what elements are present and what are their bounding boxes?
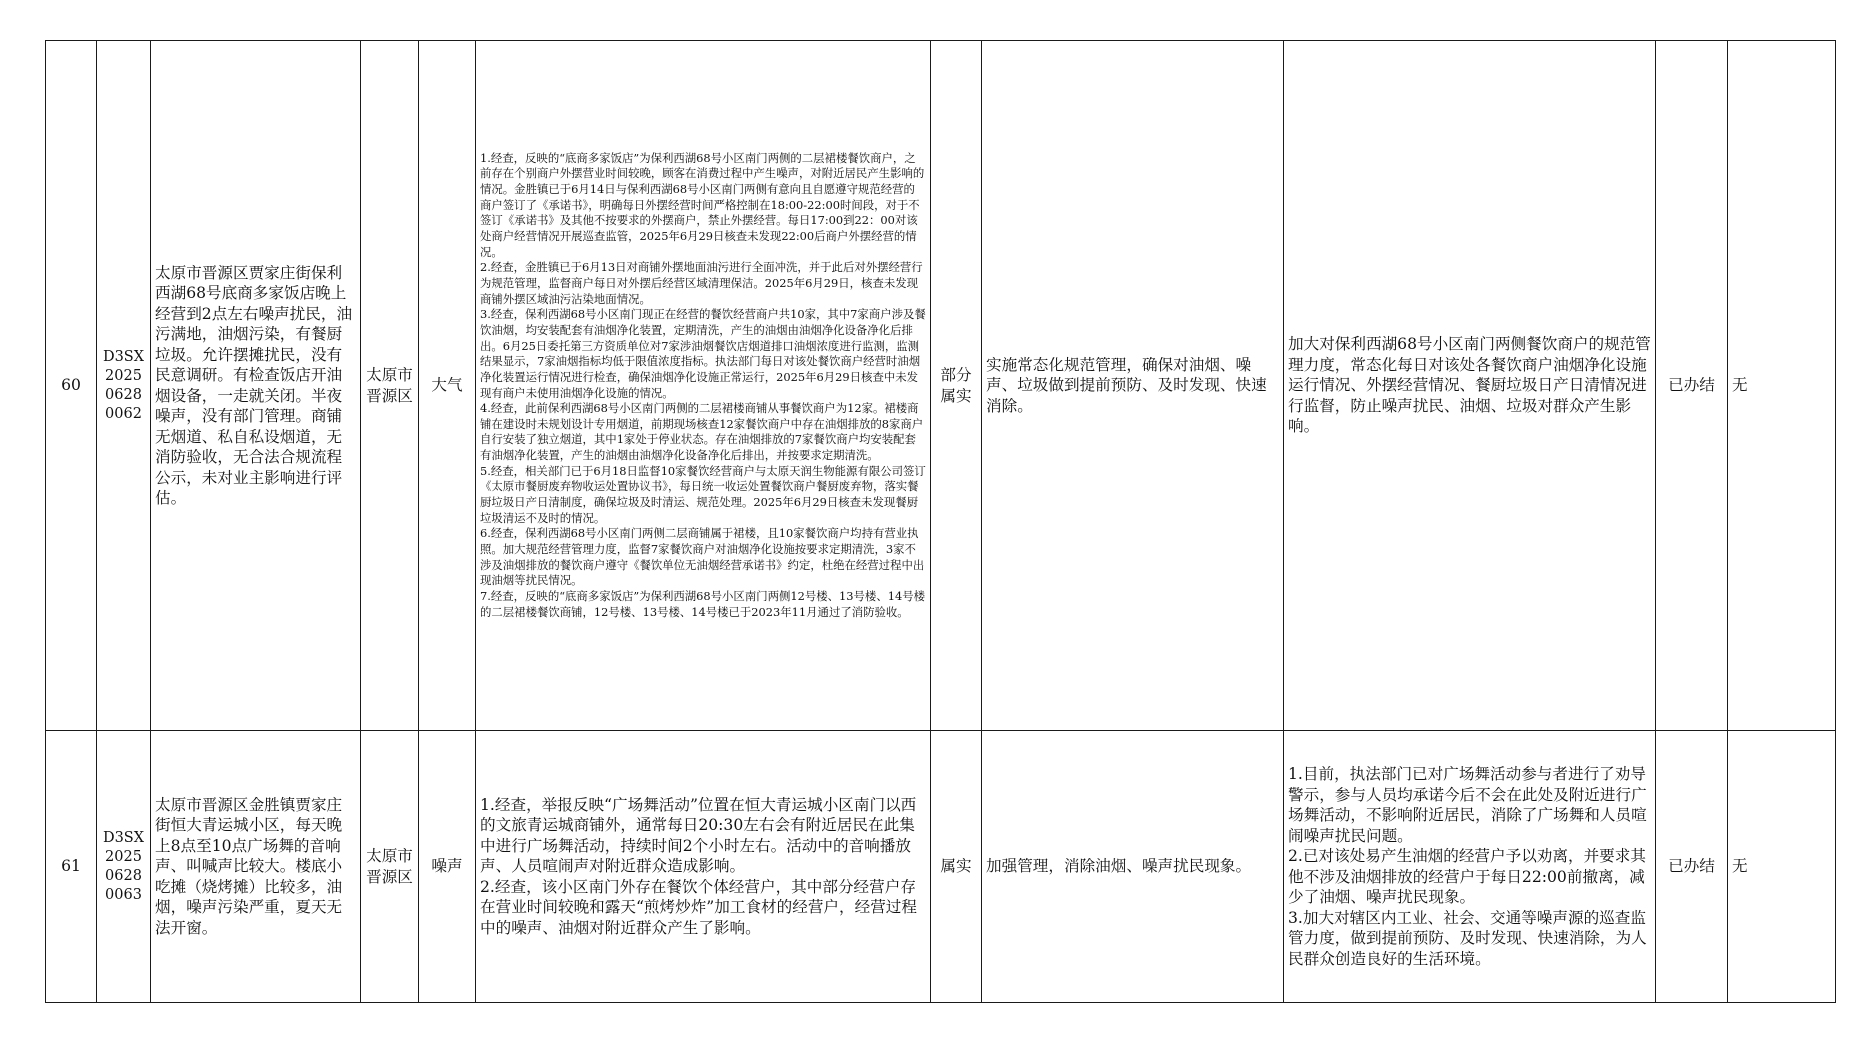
finding-item: 1.经查，反映的“底商多家饭店”为保利西湖68号小区南门两侧的二层裙楼餐饮商户，之前存在个别商户外摆营业时间较晚，顾客在消费过程中产生噪声，对附近居民产生影响的情况。金胜镇已于6月14日与保利西湖68号小区南门两侧有意向且自愿遵守规范经营的商户签订了《承诺书》，明确每日外摆经营时间严格控制在18:00-22:00时间段，对于不签订《承诺书》及其他不按要求的外摆商户，禁止外摆经营。每日17:00到22：00对该处商户经营情况开展巡查监管，2025年6月29日核查未发现22:00后商户外摆经营的情况。	[480, 150, 925, 259]
district: 太原市晋源区	[361, 731, 419, 1003]
verdict: 部分属实	[931, 41, 982, 731]
district: 太原市晋源区	[361, 41, 419, 731]
complaint-content: 太原市晋源区贾家庄街保利西湖68号底商多家饭店晚上经营到2点左右噪声扰民，油污满地，油烟污染，有餐厨垃圾。允许摆摊扰民，没有民意调研。有检查饭店开油烟设备，一走就关闭。半夜噪声，没有部门管理。商铺无烟道、私自私设烟道，无消防验收，无合法合规流程公示，未对业主影响进行评估。	[151, 41, 361, 731]
pollution-type: 大气	[419, 41, 476, 731]
finding-item: 5.经查，相关部门已于6月18日监督10家餐饮经营商户与太原天润生物能源有限公司签订《太原市餐厨废弃物收运处置协议书》，每日统一收运处置餐饮商户餐厨废弃物，落实餐厨垃圾日产日清制度，确保垃圾及时清运、规范处理。2025年6月29日核查未发现餐厨垃圾清运不及时的情况。	[480, 463, 926, 525]
accountability: 无	[1728, 41, 1836, 731]
investigation-findings	[476, 731, 931, 1003]
finding-item: 6.经查，保利西湖68号小区南门两侧二层商铺属于裙楼，且10家餐饮商户均持有营业执照。加大规范经营管理力度，监督7家餐饮商户对油烟净化设施按要求定期清洗，3家不涉及油烟排放的餐饮商户遵守《餐饮单位无油烟经营承诺书》约定，杜绝在经营过程中出现油烟等扰民情况。	[480, 526, 925, 588]
verdict: 属实	[931, 731, 982, 1003]
case-code: D3SX202506280063	[97, 731, 151, 1003]
rectification-item: 2.已对该处易产生油烟的经营户予以劝离，并要求其他不涉及油烟排放的经营户于每日22:00前撤离，减少了油烟、噪声扰民现象。	[1288, 847, 1646, 906]
finding-item: 2.经查，该小区南门外存在餐饮个体经营户，其中部分经营户存在营业时间较晚和露天“煎烤炒炸”加工食材的经营户，经营过程中的噪声、油烟对附近群众产生了影响。	[480, 877, 917, 937]
complaint-content: 太原市晋源区金胜镇贾家庄街恒大青运城小区，每天晚上8点至10点广场舞的音响声、叫喊声比较大。楼底小吃摊（烧烤摊）比较多，油烟，噪声污染严重，夏天无法开窗。	[151, 731, 361, 1003]
finding-item: 3.经查，保利西湖68号小区南门现正在经营的餐饮经营商户共10家，其中7家商户涉及餐饮油烟，均安装配套有油烟净化装置，定期清洗，产生的油烟由油烟净化设备净化后排出。6月25日委托第三方资质单位对7家涉油烟餐饮店烟道排口油烟浓度进行监测，监测结果显示，7家油烟指标均低于限值浓度指标。执法部门每日对该处餐饮商户经营时油烟净化装置运行情况进行检查，确保油烟净化设施正常运行，2025年6月29日核查中未发现有商户未使用油烟净化设施的情况。	[480, 307, 926, 400]
accountability: 无	[1728, 731, 1836, 1003]
pollution-type: 噪声	[419, 731, 476, 1003]
finding-item: 2.经查，金胜镇已于6月13日对商铺外摆地面油污进行全面冲洗，并于此后对外摆经营行为规范管理，监督商户每日对外摆后经营区域清理保洁。2025年6月29日，核查未发现商铺外摆区域油污沾染地面情况。	[480, 260, 923, 306]
finding-item: 7.经查，反映的“底商多家饭店”为保利西湖68号小区南门两侧12号楼、13号楼、14号楼的二层裙楼餐饮商铺，12号楼、13号楼、14号楼已于2023年11月通过了消防验收。	[480, 589, 925, 619]
rectification-item: 1.目前，执法部门已对广场舞活动参与者进行了劝导警示，参与人员均承诺今后不会在此处及附近进行广场舞活动，不影响附近居民，消除了广场舞和人员喧闹噪声扰民问题。	[1288, 765, 1647, 845]
rectification: 加大对保利西湖68号小区南门两侧餐饮商户的规范管理力度，常态化每日对该处各餐饮商户油烟净化设施运行情况、外摆经营情况、餐厨垃圾日产日清情况进行监督，防止噪声扰民、油烟、垃圾对群众产生影响。	[1284, 41, 1656, 731]
rectification-item: 3.加大对辖区内工业、社会、交通等噪声源的巡查监管力度，做到提前预防、及时发现、快速消除，为人民群众创造良好的生活环境。	[1288, 908, 1647, 968]
status: 已办结	[1656, 731, 1728, 1003]
handling-measures: 加强管理，消除油烟、噪声扰民现象。	[982, 731, 1284, 1003]
case-table	[45, 40, 1836, 1003]
finding-item: 1.经查，举报反映“广场舞活动”位置在恒大青运城小区南门以西的文旅青运城商铺外，通常每日20:30左右会有附近居民在此集中进行广场舞活动，持续时间2个小时左右。活动中的音响播放声、人员喧闹声对附近群众造成影响。	[480, 795, 917, 876]
rectification	[1284, 731, 1656, 1003]
row-number: 60	[46, 41, 97, 731]
table-row	[46, 41, 1836, 731]
table-row	[46, 731, 1836, 1003]
investigation-findings	[476, 41, 931, 731]
status: 已办结	[1656, 41, 1728, 731]
case-code: D3SX202506280062	[97, 41, 151, 731]
row-number: 61	[46, 731, 97, 1003]
handling-measures: 实施常态化规范管理，确保对油烟、噪声、垃圾做到提前预防、及时发现、快速消除。	[982, 41, 1284, 731]
finding-item: 4.经查，此前保利西湖68号小区南门两侧的二层裙楼商铺从事餐饮商户为12家。裙楼商铺在建设时未规划设计专用烟道，前期现场核查12家餐饮商户中存在油烟排放的8家商户自行安装了独立烟道，其中1家处于停业状态。存在油烟排放的7家餐饮商户均安装配套有油烟净化装置，产生的油烟由油烟净化设备净化后排出，并按要求定期清洗。	[480, 401, 924, 463]
